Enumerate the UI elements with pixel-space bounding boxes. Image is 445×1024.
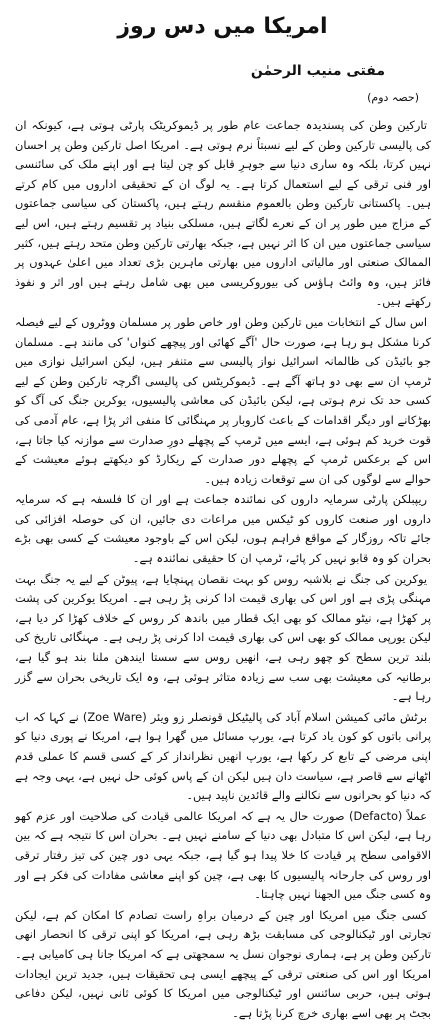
paragraph-3: ریپبلکن پارٹی سرمایہ داروں کی نمائندہ جماعت ہے اور ان کا فلسفہ ہے کہ سرمایہ داروں اور صنعت کاروں کو ٹیکس میں مراعات دی جائیں، ان کی حوصلہ افزائی کی جائے تاکہ روزگار کے مواقع فراہم ہوں، لیکن اس کے باوجود معیشت کے کسی بھی بڑے بحران کو وہ قابو نہیں کر پائے، ٹرمپ ان کا حقیقی نمائندہ ہے۔ [15, 492, 431, 566]
author-name: مفتی منیب الرحمٰن [250, 63, 385, 79]
paragraph-2: اس سال کے انتخابات میں تارکین وطن اور خاص طور پر مسلمان ووٹروں کے لیے فیصلہ کرنا مشکل ہو رہا ہے، صورت حال 'آگے کھائی اور پیچھے کنواں' کی مانند ہے۔ مسلمان جو بائیڈن کی ظالمانہ اسرائیل نواز پالیسی سے متنفر ہیں، لیکن اسرائیل نوازی میں ٹرمپ ان سے بھی دو ہاتھ آگے ہے۔ ڈیموکریٹس کی پالیسی اگرچہ تارکین وطن کے لیے کسی حد تک نرم ہوتی ہے، لیکن بائیڈن کی معاشی پالیسیوں، یوکرین جنگ کی آگ کو بھڑکانے اور دیگر اقدامات کے باعث کاروبار پر مہنگائی کا منفی اثر پڑا ہے، عام آدمی کی قوت خرید کم ہوئی ہے، ایسے میں ٹرمپ کے پچھلے دورِ صدارت سے موازنہ کیا جاتا ہے، اس کے برعکس ٹرمپ کے پچھلے دور صدارت کے ریکارڈ کو دیکھتے ہوئے معیشت کے حوالے سے لوگوں کی ان سے توقعات زیادہ ہیں۔ [15, 314, 431, 486]
paragraph-6: عملاً (Defacto) صورت حال یہ ہے کہ امریکا عالمی قیادت کی صلاحیت اور عزم کھو رہا ہے، لیکن اس کا متبادل بھی دنیا کے سامنے نہیں ہے۔ بحران اس کا نتیجہ ہے کہ بین الاقوامی سطح پر قیادت کا خلا پیدا ہو گیا ہے، جبکہ یہی دور چین کی تیز رفتار ترقی اور روس کی جارحانہ پالیسیوں کا بھی ہے، چین کو اپنے معاشی مفادات کی فکر ہے اور وہ کسی جنگ میں الجھنا نہیں چاہتا۔ [15, 808, 431, 902]
article-title: امریکا میں دس روز [117, 14, 328, 39]
paragraph-5: برٹش مائی کمیشن اسلام آباد کی پالیٹیکل قونصلر زو ویئر (Zoe Ware) نے کہا کہ اب پرانی باتوں کو کون یاد کرتا ہے، یورپ مسائل میں گھرا ہوا ہے، امریکا نے پوری دنیا کو اپنی مرضی کے تابع کر رکھا ہے، یورپ انھیں نظرانداز کر کے کسی قسم کا عملی قدم اٹھانے سے قاصر ہے، سیاست دان ہیں لیکن ان کے پاس کوئی حل نہیں ہے، یہی وجہ ہے کہ دنیا کو بحرانوں سے نکالنے والے قائدین ناپید ہیں۔ [15, 709, 431, 803]
paragraph-4: یوکرین کی جنگ نے بلاشبہ روس کو بہت نقصان پہنچایا ہے، پیوٹن کے لیے یہ جنگ بہت مہنگی پڑی ہے اور اس کی بھاری قیمت ادا کرنی پڑ رہی ہے۔ امریکا یوکرین کی پشت پر کھڑا ہے، نیٹو ممالک کو بھی ایک قطار میں باندھ کر روس کے خلاف کھڑا کر دیا ہے، لیکن یورپی ممالک کو بھی اس کی بھاری قیمت ادا کرنی پڑ رہی ہے۔ مہنگائی تاریخ کی بلند ترین سطح کو چھو رہی ہے، انھیں روس سے سستا ایندھن ملنا بند ہو گیا ہے، برطانیہ کی معیشت بھی سب سے زیادہ متاثر ہوئی ہے، وہ ایک تاریخی بحران سے گزر رہا ہے۔ [15, 571, 431, 704]
paragraph-7: کسی جنگ میں امریکا اور چین کے درمیان براہِ راست تصادم کا امکان کم ہے، لیکن تجارتی اور ٹیکنالوجی کی مسابقت بڑھ رہی ہے، امریکا کو اپنی ترقی کا انحصار انھی تارکین وطن پر ہے، ہماری نوجوان نسل یہ سمجھتی ہے کہ امریکا جانا ہی کامیابی ہے۔ امریکا اور اس کی صنعتی ترقی کے پیچھے ایسی ہی تحقیقات ہیں، جدید ترین ایجادات ہوتی ہیں، حربی سائنس اور ٹیکنالوجی میں امریکا کا کوئی ثانی نہیں، لیکن دفاعی بجٹ پر بھی اسے بھاری خرچ کرنا پڑتا ہے۔ [15, 907, 431, 1020]
paragraph-1: تارکین وطن کی پسندیدہ جماعت عام طور پر ڈیموکریٹک پارٹی ہوتی ہے، کیونکہ ان کی پالیسی تارکین وطن کے لیے نسبتاً نرم ہوتی ہے۔ امریکا اصل تارکین وطن پر احسان نہیں کرتا، بلکہ وہ ساری دنیا سے جوہرِ قابل کو چن لیتا ہے اور اپنے ملک کی سائنسی اور فنی ترقی کے لیے استعمال کرتا ہے۔ یہ لوگ ان کے تحقیقی اداروں میں کام کرتے ہیں۔ پاکستانی تارکین وطن بالعموم منقسم رہتے ہیں، پاکستان کی سیاسی جماعتوں کے مزاج میں طور پر ان کے نعرے لگاتے ہیں، مسلکی بنیاد پر تقسیم رہتے ہیں، اس لیے سیاسی جماعتوں میں ان کا اثر نہیں ہے، جبکہ بھارتی تارکین وطن متحد رہتے ہیں، کثیر الممالک صنعتی اور مالیاتی اداروں میں بھارتی ماہرین بڑی تعداد میں اعلیٰ عہدوں پر فائز ہیں، وہ وائٹ ہاؤس کی بیوروکریسی میں بھی شامل رہتے ہیں اور اثر و نفوذ رکھتے ہیں۔ [15, 118, 431, 309]
part-label: (حصہ دوم) [367, 91, 419, 104]
article-body [15, 116, 431, 1024]
